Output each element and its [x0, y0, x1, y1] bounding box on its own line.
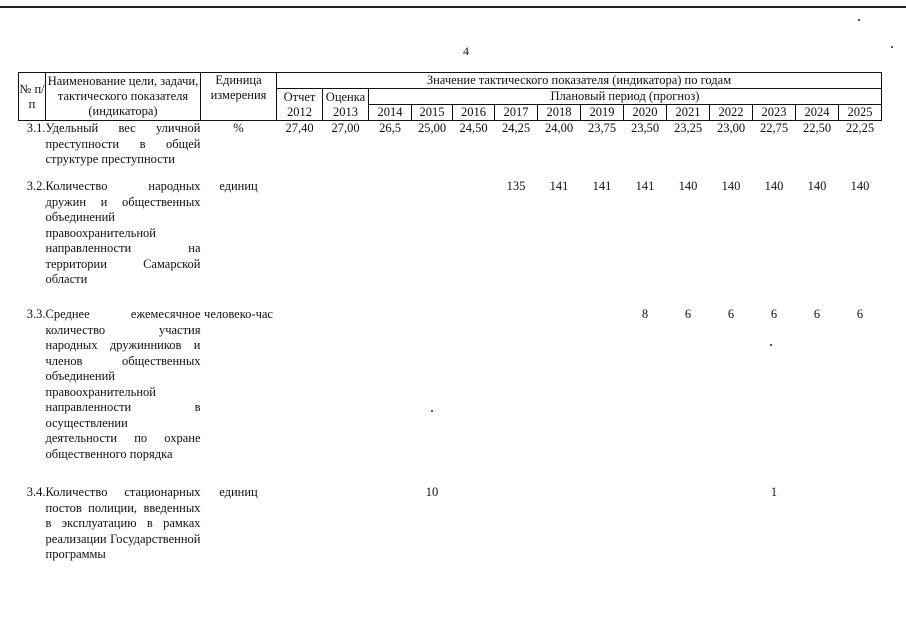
value-cell: [412, 307, 453, 485]
header-planned: Плановый период (прогноз): [369, 89, 882, 105]
value-cell: [369, 179, 412, 307]
value-cell: 141: [635, 179, 655, 193]
value-cell: 24,00: [544, 121, 574, 135]
value-cell: [369, 307, 412, 485]
row-unit: единиц: [219, 485, 258, 499]
table-header: [19, 73, 882, 121]
header-name: Наименование цели, задачи, тактического показателя (индикатора): [46, 73, 201, 121]
value-cell: 23,00: [716, 121, 746, 135]
scan-speck: [891, 46, 893, 48]
value-cell: [839, 485, 882, 585]
header-report: [277, 89, 323, 121]
header-year-2015: 2015: [412, 105, 453, 121]
value-cell: 6: [727, 307, 735, 321]
header-year-2018: 2018: [538, 105, 581, 121]
value-cell: [538, 485, 581, 585]
value-cell: 23,75: [587, 121, 617, 135]
row-num: 3.4.: [26, 485, 46, 499]
header-year-2016: 2016: [453, 105, 495, 121]
value-cell: [277, 307, 323, 485]
value-cell: 24,50: [459, 121, 488, 135]
header-year-2024: 2024: [796, 105, 839, 121]
value-cell: [277, 179, 323, 307]
value-cell: 141: [549, 179, 569, 193]
value-cell: [453, 179, 495, 307]
value-cell: 10: [425, 485, 439, 499]
value-cell: 8: [641, 307, 649, 321]
value-cell: 25,00: [417, 121, 447, 135]
header-year-2020: 2020: [624, 105, 667, 121]
row-num: 3.2.: [26, 179, 46, 193]
table-row: [19, 179, 882, 307]
value-cell: 135: [506, 179, 526, 193]
row-num: 3.1.: [26, 121, 46, 135]
value-cell: [581, 485, 624, 585]
value-cell: [495, 485, 538, 585]
header-estimate-label: Оценка: [325, 90, 366, 104]
value-cell: [369, 485, 412, 585]
value-cell: 6: [856, 307, 864, 321]
value-cell: 140: [764, 179, 784, 193]
header-unit: Единица измерения: [201, 73, 277, 121]
top-border-line: [0, 6, 906, 8]
value-cell: 22,75: [759, 121, 789, 135]
value-cell: 140: [721, 179, 741, 193]
header-estimate: [323, 89, 369, 121]
header-year-2021: 2021: [667, 105, 710, 121]
header-year-2017: 2017: [495, 105, 538, 121]
value-cell: [277, 485, 323, 585]
value-cell: 6: [770, 307, 778, 321]
table-row: [19, 121, 882, 180]
row-num: 3.3.: [26, 307, 46, 321]
value-cell: [796, 485, 839, 585]
scan-speck: [858, 19, 860, 21]
value-cell: [495, 307, 538, 485]
value-cell: 140: [850, 179, 870, 193]
value-cell: 22,25: [845, 121, 875, 135]
value-cell: 6: [684, 307, 692, 321]
value-cell: [323, 307, 369, 485]
value-cell: 140: [807, 179, 827, 193]
page-number: 4: [463, 44, 469, 58]
value-cell: [412, 179, 453, 307]
table-row: [19, 307, 882, 485]
header-values-title: Значение тактического показателя (индикатора) по годам: [277, 73, 882, 89]
value-cell: 140: [678, 179, 698, 193]
header-year-2023: 2023: [753, 105, 796, 121]
value-cell: 1: [770, 485, 778, 499]
value-cell: [323, 485, 369, 585]
row-unit: %: [233, 121, 244, 135]
row-name: Удельный вес уличной преступности в общей структуре преступности: [45, 121, 201, 166]
value-cell: [323, 179, 369, 307]
value-cell: 23,25: [673, 121, 703, 135]
value-cell: [710, 485, 753, 585]
header-year-2025: 2025: [839, 105, 882, 121]
header-year-2022: 2022: [710, 105, 753, 121]
row-name: Среднее ежемесячное количество участия народных дружинников и членов общественных объединений правоохранительной направленности в осуществлении деятельности по охране общественного порядка: [45, 307, 201, 461]
header-report-label: Отчет: [283, 90, 316, 104]
value-cell: [667, 485, 710, 585]
header-year-2012: 2012: [287, 105, 312, 119]
header-year-2019: 2019: [581, 105, 624, 121]
value-cell: 23,50: [630, 121, 660, 135]
header-year-2013: 2013: [333, 105, 358, 119]
value-cell: 27,40: [285, 121, 314, 135]
row-name: Количество стационарных постов полиции, введенных в эксплуатацию в рамках реализации Государственной программы: [45, 485, 201, 561]
value-cell: [581, 307, 624, 485]
table-row: [19, 485, 882, 585]
value-cell: [453, 485, 495, 585]
row-name: Количество народных дружин и общественных объединений правоохранительной направленности на территории Самарской области: [45, 179, 201, 286]
value-cell: 6: [813, 307, 821, 321]
value-cell: 27,00: [331, 121, 360, 135]
header-num: № п/п: [19, 73, 46, 121]
value-cell: 24,25: [501, 121, 531, 135]
value-cell: [453, 307, 495, 485]
value-cell: 22,50: [802, 121, 832, 135]
row-unit: человеко-час: [204, 307, 273, 321]
row-unit: единиц: [219, 179, 258, 193]
header-year-2014: 2014: [369, 105, 412, 121]
value-cell: 141: [592, 179, 612, 193]
value-cell: 26,5: [379, 121, 401, 135]
indicators-table: [18, 72, 882, 585]
value-cell: [624, 485, 667, 585]
value-cell: [538, 307, 581, 485]
